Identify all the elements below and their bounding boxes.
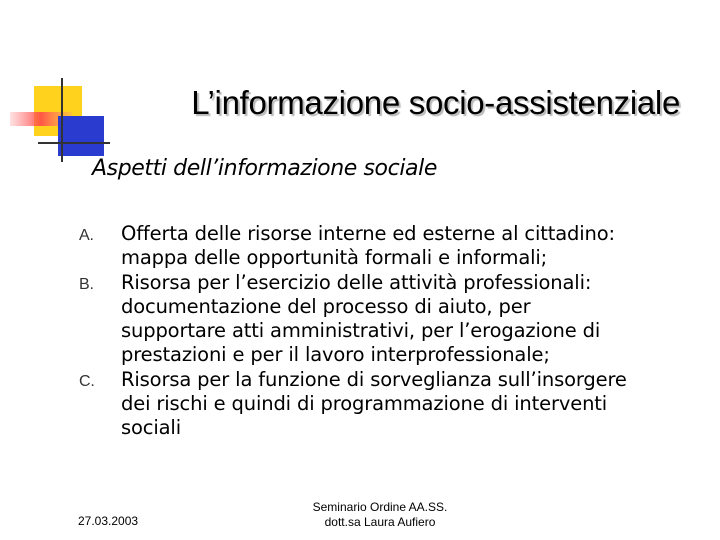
decorative-logo — [0, 0, 110, 170]
footer-line: dott.sa Laura Aufiero — [324, 515, 436, 529]
item-line: supportare atti amministrativi, per l’erogazione di — [121, 319, 601, 343]
list-item-a — [75, 222, 705, 271]
list-item-b — [75, 271, 705, 368]
blue-square — [58, 116, 104, 156]
footer-line: Seminario Ordine AA.SS. — [312, 500, 448, 514]
footer-date: 27.03.2003 — [78, 514, 139, 528]
slide-subtitle: Aspetti dell’informazione sociale — [92, 156, 437, 181]
list-marker: C. — [79, 372, 95, 390]
item-line: dei rischi e quindi di programmazione di interventi — [121, 392, 608, 416]
footer-author — [270, 500, 490, 530]
item-line: mappa delle opportunità formali e informali; — [121, 246, 548, 270]
item-line: Risorsa per la funzione di sorveglianza sull’insorgere — [121, 367, 627, 391]
item-line: documentazione del processo di aiuto, per — [121, 294, 531, 318]
item-line: sociali — [121, 416, 181, 440]
list-marker: A. — [79, 227, 94, 244]
list-marker: B. — [79, 275, 94, 293]
item-line: Risorsa per l’esercizio delle attività professionali: — [121, 270, 592, 294]
slide-title: L’informazione socio-assistenziale — [191, 84, 680, 121]
bullet-list — [75, 222, 705, 441]
item-line: prestazioni e per il lavoro interprofessionale; — [121, 343, 550, 367]
list-item-c — [75, 368, 705, 441]
item-line: Offerta delle risorse interne ed esterne al cittadino: — [121, 222, 615, 245]
